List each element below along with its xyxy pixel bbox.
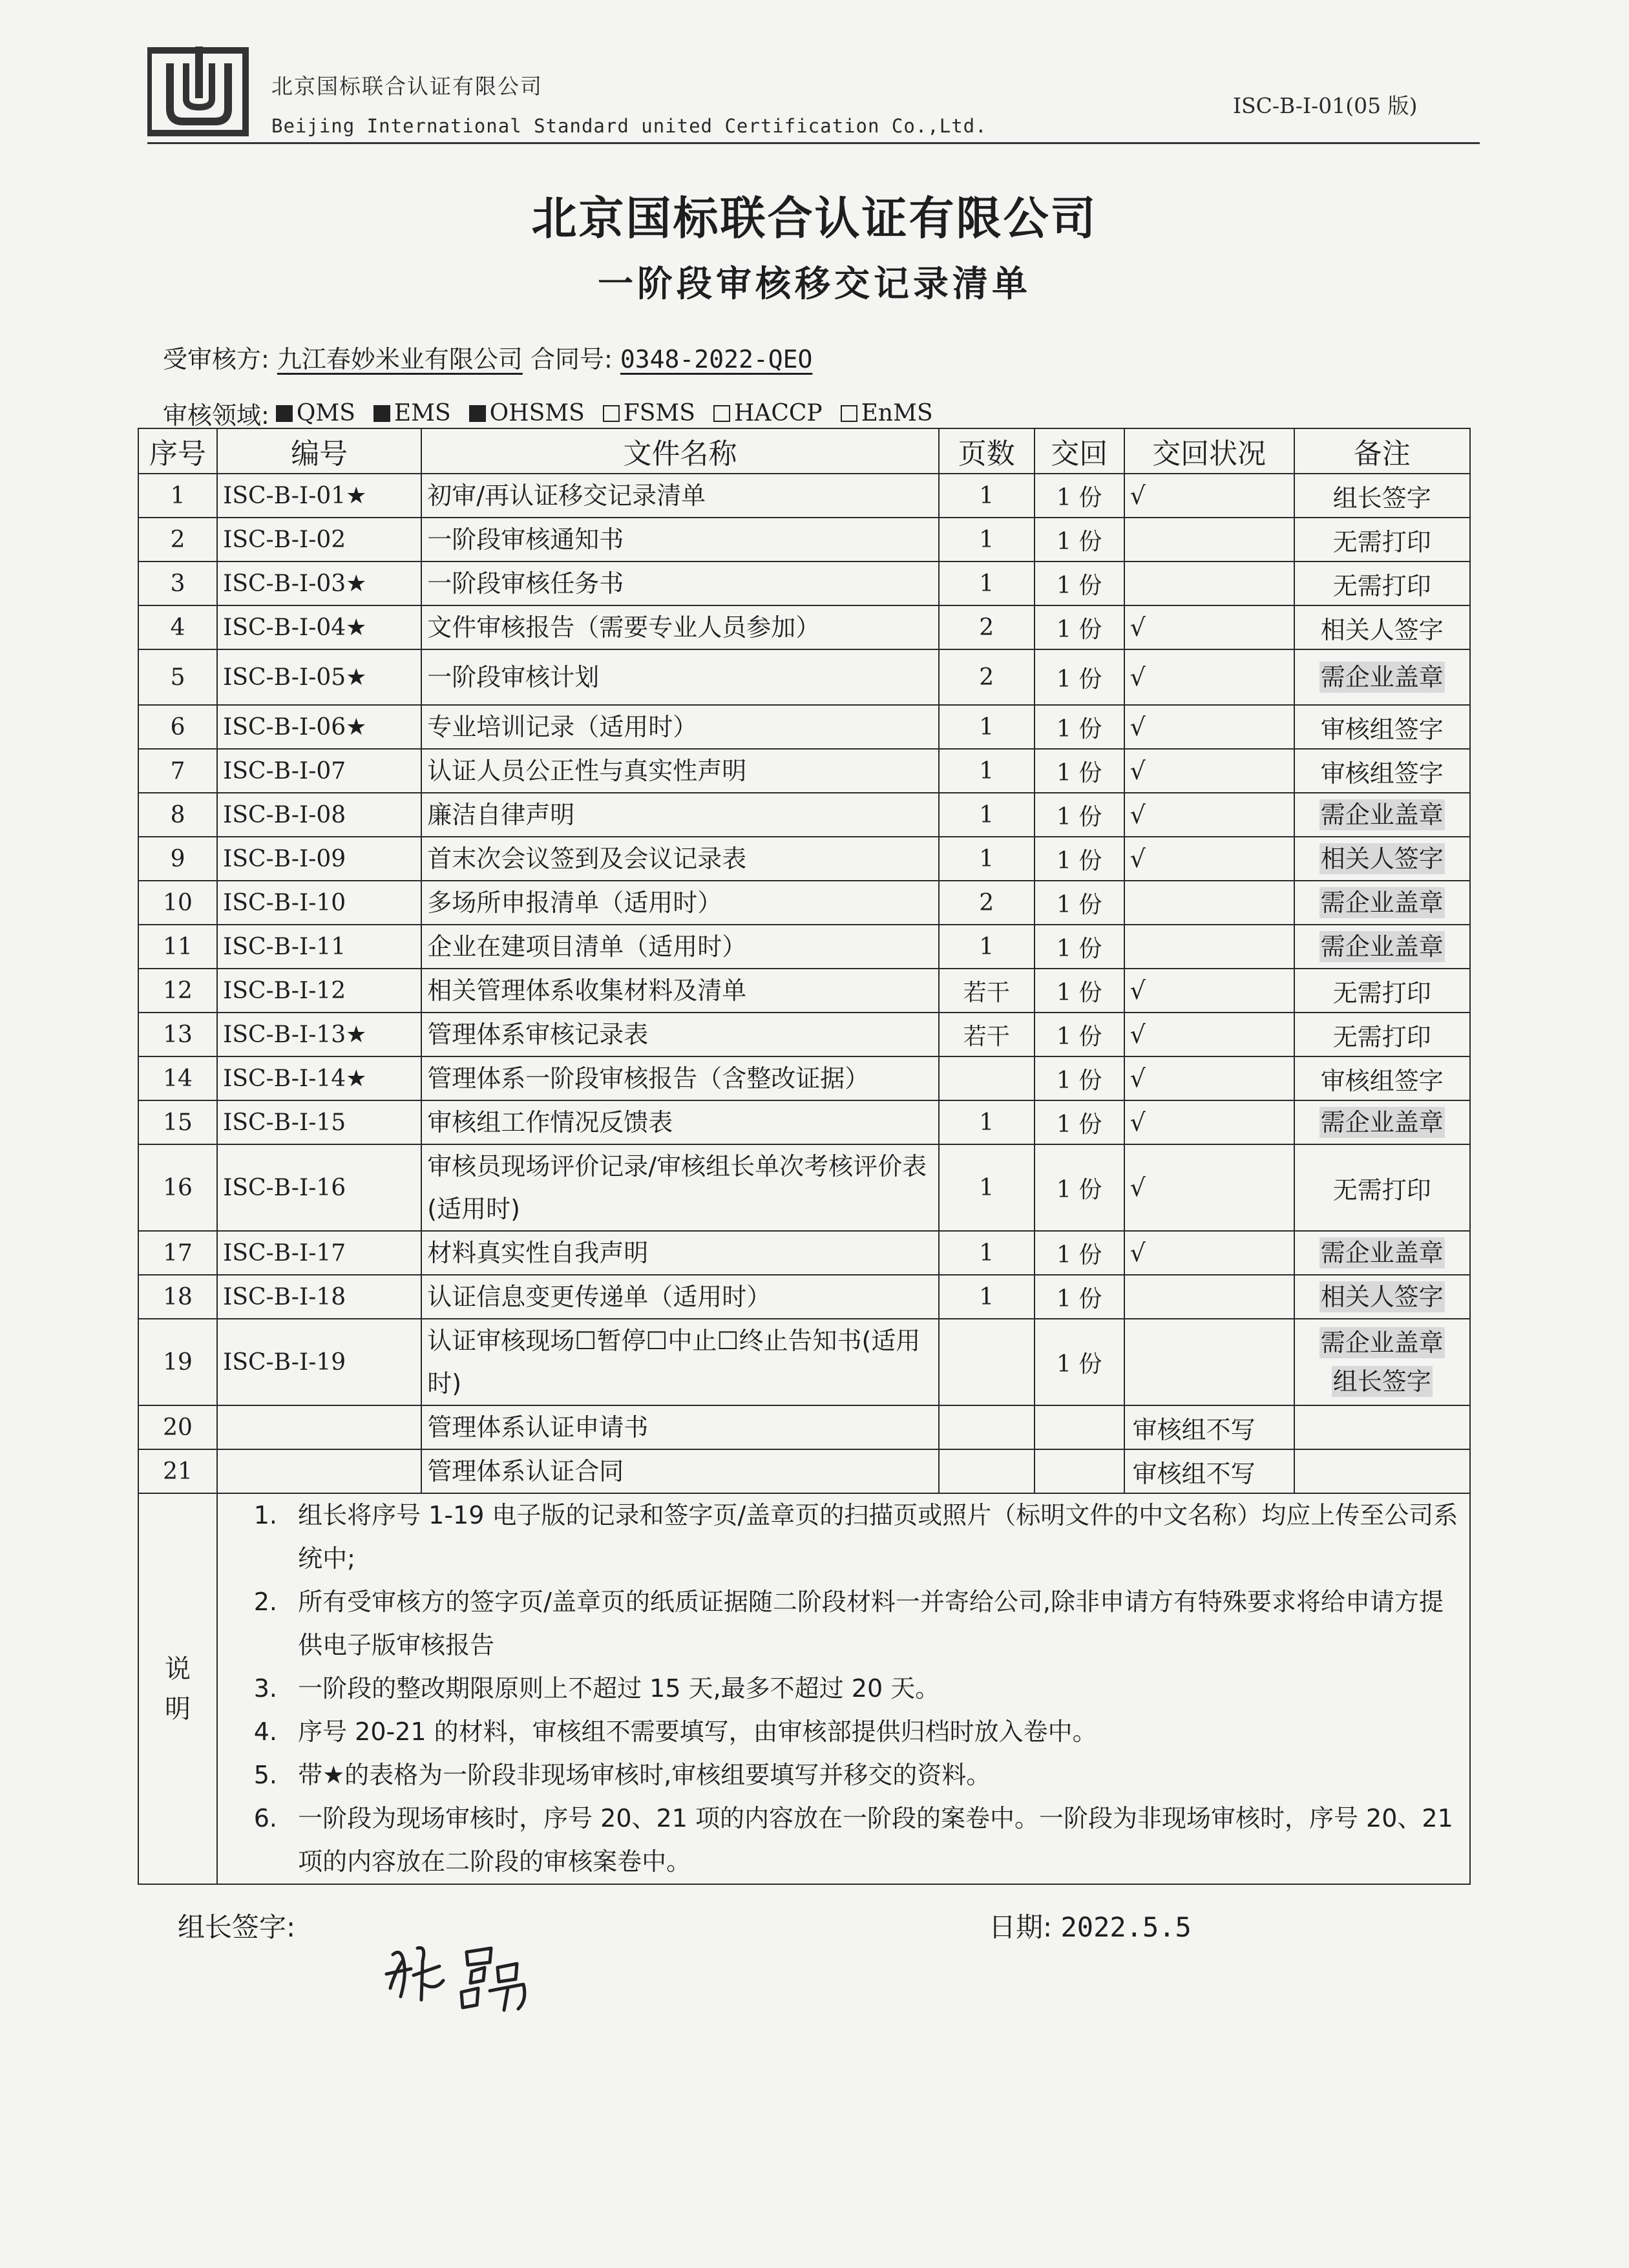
row-code: ISC-B-I-15 — [217, 1100, 421, 1144]
row-number: 6 — [138, 705, 217, 749]
table-row — [138, 474, 1470, 518]
row-return-status: √ — [1124, 1231, 1294, 1275]
row-remark — [1294, 1231, 1470, 1275]
checkbox-checked-icon[interactable] — [276, 405, 293, 422]
row-file-name: 相关管理体系收集材料及清单 — [421, 969, 938, 1013]
remark-text: 需企业盖章 — [1320, 932, 1444, 961]
row-pages: 1 — [939, 749, 1035, 793]
handwritten-signature — [381, 1929, 549, 2019]
row-pages: 1 — [939, 518, 1035, 562]
row-pages: 2 — [939, 881, 1035, 925]
row-pages — [939, 1449, 1035, 1493]
checkbox-empty-icon[interactable] — [713, 405, 730, 422]
row-number: 5 — [138, 649, 217, 705]
row-return-status: √ — [1124, 605, 1294, 649]
company-name-cn: 北京国标联合认证有限公司 — [271, 74, 543, 99]
row-remark — [1294, 1275, 1470, 1319]
row-returned: 1 份 — [1035, 649, 1124, 705]
row-code: ISC-B-I-04★ — [217, 605, 421, 649]
page-subtitle: 一阶段审核移交记录清单 — [597, 263, 1031, 304]
table-row — [138, 1405, 1470, 1449]
row-returned: 1 份 — [1035, 1275, 1124, 1319]
row-return-status: 审核组不写 — [1124, 1449, 1294, 1493]
document-code: ISC-B-I-01(05 版) — [1233, 93, 1418, 118]
row-return-status: √ — [1124, 969, 1294, 1013]
checkbox-checked-icon[interactable] — [373, 405, 390, 422]
row-number: 10 — [138, 881, 217, 925]
row-file-name: 审核员现场评价记录/审核组长单次考核评价表(适用时) — [421, 1144, 938, 1231]
row-returned: 1 份 — [1035, 1231, 1124, 1275]
row-return-status — [1124, 881, 1294, 925]
remark-text: 无需打印 — [1332, 1175, 1431, 1204]
row-remark — [1294, 1100, 1470, 1144]
domain-option-label: QMS — [296, 400, 355, 426]
row-code: ISC-B-I-11 — [217, 925, 421, 969]
row-returned: 1 份 — [1035, 705, 1124, 749]
row-returned: 1 份 — [1035, 1100, 1124, 1144]
row-returned: 1 份 — [1035, 837, 1124, 881]
row-file-name: 认证人员公正性与真实性声明 — [421, 749, 938, 793]
row-pages: 1 — [939, 1100, 1035, 1144]
remark-text: 无需打印 — [1332, 571, 1431, 600]
row-returned: 1 份 — [1035, 562, 1124, 605]
remark-text: 审核组签字 — [1320, 715, 1444, 744]
domain-option-enms[interactable] — [841, 400, 933, 426]
row-return-status: √ — [1124, 705, 1294, 749]
row-return-status: √ — [1124, 1013, 1294, 1056]
domain-option-qms[interactable] — [276, 400, 355, 426]
row-pages — [939, 1405, 1035, 1449]
note-item: 1. 组长将序号 1-19 电子版的记录和签字页/盖章页的扫描页或照片（标明文件的中文名称）均应上传至公司系统中; — [285, 1494, 1464, 1580]
table-row — [138, 793, 1470, 837]
table-row — [138, 518, 1470, 562]
row-remark — [1294, 562, 1470, 605]
row-code — [217, 1405, 421, 1449]
domain-option-ohsms[interactable] — [469, 400, 585, 426]
header-divider — [147, 142, 1480, 144]
header-remark: 备注 — [1294, 428, 1470, 474]
row-pages: 1 — [939, 705, 1035, 749]
remark-text: 审核组签字 — [1320, 1066, 1444, 1095]
domain-option-ems[interactable] — [373, 400, 451, 426]
remark-text: 需企业盖章 — [1320, 1239, 1444, 1267]
row-return-status — [1124, 925, 1294, 969]
domain-option-label: OHSMS — [489, 400, 585, 426]
table-row — [138, 1056, 1470, 1100]
domain-option-label: FSMS — [623, 400, 695, 426]
row-pages: 2 — [939, 605, 1035, 649]
checkbox-checked-icon[interactable] — [469, 405, 486, 422]
notes-cell — [217, 1493, 1470, 1884]
row-file-name: 文件审核报告（需要专业人员参加） — [421, 605, 938, 649]
table-row — [138, 881, 1470, 925]
row-return-status: √ — [1124, 837, 1294, 881]
table-row — [138, 562, 1470, 605]
company-name-en: Beijing International Standard united Certification Co.,Ltd. — [271, 115, 987, 137]
row-returned: 1 份 — [1035, 881, 1124, 925]
remark-text: 需企业盖章 — [1320, 801, 1444, 829]
row-pages — [939, 1319, 1035, 1405]
row-file-name: 一阶段审核任务书 — [421, 562, 938, 605]
row-pages: 1 — [939, 925, 1035, 969]
note-item: 3. 一阶段的整改期限原则上不超过 15 天,最多不超过 20 天。 — [285, 1667, 1464, 1710]
row-pages: 2 — [939, 649, 1035, 705]
notes-list — [223, 1494, 1464, 1884]
table-row — [138, 705, 1470, 749]
row-remark — [1294, 518, 1470, 562]
row-number: 1 — [138, 474, 217, 518]
row-pages: 若干 — [939, 1013, 1035, 1056]
domain-option-haccp[interactable] — [713, 400, 823, 426]
row-file-name: 企业在建项目清单（适用时） — [421, 925, 938, 969]
checkbox-empty-icon[interactable] — [841, 405, 857, 422]
row-code: ISC-B-I-14★ — [217, 1056, 421, 1100]
row-remark — [1294, 1144, 1470, 1231]
row-code: ISC-B-I-07 — [217, 749, 421, 793]
remark-text: 组长签字 — [1332, 483, 1431, 512]
row-code: ISC-B-I-17 — [217, 1231, 421, 1275]
notes-label-char: 说 — [165, 1654, 191, 1684]
contract-value: 0348-2022-QEO — [620, 345, 813, 373]
row-number: 16 — [138, 1144, 217, 1231]
row-number: 15 — [138, 1100, 217, 1144]
row-code: ISC-B-I-13★ — [217, 1013, 421, 1056]
row-return-status — [1124, 518, 1294, 562]
row-remark — [1294, 474, 1470, 518]
remark-text: 相关人签字 — [1320, 1283, 1444, 1311]
audit-domain-options — [269, 400, 933, 426]
row-code: ISC-B-I-05★ — [217, 649, 421, 705]
checkbox-empty-icon[interactable] — [603, 405, 620, 422]
row-code: ISC-B-I-08 — [217, 793, 421, 837]
remark-text: 审核组签字 — [1320, 759, 1444, 788]
domain-option-label: HACCP — [733, 400, 823, 426]
row-returned — [1035, 1405, 1124, 1449]
row-return-status — [1124, 1275, 1294, 1319]
row-returned — [1035, 1449, 1124, 1493]
table-row — [138, 837, 1470, 881]
remark-text-2: 组长签字 — [1332, 1367, 1431, 1396]
row-number: 2 — [138, 518, 217, 562]
row-file-name: 材料真实性自我声明 — [421, 1231, 938, 1275]
row-file-name: 管理体系认证合同 — [421, 1449, 938, 1493]
domain-option-fsms[interactable] — [603, 400, 695, 426]
row-number: 4 — [138, 605, 217, 649]
row-file-name: 管理体系一阶段审核报告（含整改证据） — [421, 1056, 938, 1100]
contract-label: 合同号: — [531, 345, 613, 373]
row-return-status: √ — [1124, 1144, 1294, 1231]
row-code: ISC-B-I-01★ — [217, 474, 421, 518]
row-remark — [1294, 649, 1470, 705]
table-row — [138, 1144, 1470, 1231]
row-code: ISC-B-I-18 — [217, 1275, 421, 1319]
header-code: 编号 — [217, 428, 421, 474]
row-number: 8 — [138, 793, 217, 837]
header-returned: 交回 — [1035, 428, 1124, 474]
row-returned: 1 份 — [1035, 925, 1124, 969]
row-returned: 1 份 — [1035, 474, 1124, 518]
remark-text: 无需打印 — [1332, 527, 1431, 556]
row-pages: 1 — [939, 793, 1035, 837]
row-remark — [1294, 1319, 1470, 1405]
row-remark — [1294, 793, 1470, 837]
table-row — [138, 1100, 1470, 1144]
table-row — [138, 1275, 1470, 1319]
row-file-name: 廉洁自律声明 — [421, 793, 938, 837]
domain-option-label: EnMS — [861, 400, 933, 426]
remark-text: 需企业盖章 — [1320, 888, 1444, 917]
row-remark — [1294, 925, 1470, 969]
row-return-status: √ — [1124, 649, 1294, 705]
row-number: 14 — [138, 1056, 217, 1100]
notes-label — [138, 1493, 217, 1884]
table-row — [138, 605, 1470, 649]
remark-text: 需企业盖章 — [1320, 1328, 1444, 1357]
row-code: ISC-B-I-02 — [217, 518, 421, 562]
note-item: 5. 带★的表格为一阶段非现场审核时,审核组要填写并移交的资料。 — [285, 1754, 1464, 1797]
row-remark — [1294, 605, 1470, 649]
audit-domain-label: 审核领域: — [163, 401, 269, 430]
note-item: 2. 所有受审核方的签字页/盖章页的纸质证据随二阶段材料一并寄给公司,除非申请方有特殊要求将给申请方提供电子版审核报告 — [285, 1580, 1464, 1667]
row-number: 20 — [138, 1405, 217, 1449]
row-return-status — [1124, 1319, 1294, 1405]
row-number: 12 — [138, 969, 217, 1013]
row-returned: 1 份 — [1035, 793, 1124, 837]
handover-table — [138, 428, 1471, 1885]
row-pages: 1 — [939, 1275, 1035, 1319]
table-row — [138, 1449, 1470, 1493]
remark-text: 相关人签字 — [1320, 845, 1444, 873]
row-number: 17 — [138, 1231, 217, 1275]
row-return-status: √ — [1124, 749, 1294, 793]
table-row — [138, 649, 1470, 705]
row-returned: 1 份 — [1035, 605, 1124, 649]
row-returned: 1 份 — [1035, 749, 1124, 793]
row-file-name: 管理体系审核记录表 — [421, 1013, 938, 1056]
row-return-status: 审核组不写 — [1124, 1405, 1294, 1449]
row-file-name: 多场所申报清单（适用时） — [421, 881, 938, 925]
row-returned: 1 份 — [1035, 1013, 1124, 1056]
row-pages — [939, 1056, 1035, 1100]
header-no: 序号 — [138, 428, 217, 474]
row-remark — [1294, 969, 1470, 1013]
page-title: 北京国标联合认证有限公司 — [531, 192, 1098, 245]
row-code: ISC-B-I-10 — [217, 881, 421, 925]
date-value: 2022.5.5 — [1060, 1911, 1192, 1943]
auditee-label: 受审核方: — [163, 345, 269, 373]
row-remark — [1294, 705, 1470, 749]
row-code: ISC-B-I-06★ — [217, 705, 421, 749]
header-return-status: 交回状况 — [1124, 428, 1294, 474]
remark-text: 相关人签字 — [1320, 615, 1444, 644]
row-pages: 1 — [939, 1144, 1035, 1231]
row-return-status: √ — [1124, 1100, 1294, 1144]
row-code: ISC-B-I-16 — [217, 1144, 421, 1231]
row-number: 21 — [138, 1449, 217, 1493]
row-file-name: 专业培训记录（适用时） — [421, 705, 938, 749]
auditee-line — [163, 339, 812, 375]
auditee-value: 九江春妙米业有限公司 — [277, 345, 523, 373]
row-file-name: 首末次会议签到及会议记录表 — [421, 837, 938, 881]
row-number: 18 — [138, 1275, 217, 1319]
header-pages: 页数 — [939, 428, 1035, 474]
row-code: ISC-B-I-09 — [217, 837, 421, 881]
table-row — [138, 1319, 1470, 1405]
table-header-row — [138, 428, 1470, 474]
row-number: 3 — [138, 562, 217, 605]
row-code: ISC-B-I-03★ — [217, 562, 421, 605]
row-number: 9 — [138, 837, 217, 881]
signature-label: 组长签字: — [178, 1911, 296, 1943]
row-pages: 1 — [939, 837, 1035, 881]
domain-option-label: EMS — [394, 400, 451, 426]
header-file-name: 文件名称 — [421, 428, 938, 474]
row-remark — [1294, 749, 1470, 793]
row-code — [217, 1449, 421, 1493]
note-item: 4. 序号 20-21 的材料，审核组不需要填写，由审核部提供归档时放入卷中。 — [285, 1710, 1464, 1754]
row-file-name: 认证信息变更传递单（适用时） — [421, 1275, 938, 1319]
row-pages: 1 — [939, 1231, 1035, 1275]
row-remark — [1294, 1056, 1470, 1100]
row-remark — [1294, 1405, 1470, 1449]
audit-domain-line — [163, 395, 933, 431]
date-label: 日期: — [989, 1911, 1053, 1943]
row-number: 19 — [138, 1319, 217, 1405]
row-remark — [1294, 837, 1470, 881]
remark-text: 无需打印 — [1332, 1022, 1431, 1051]
row-return-status — [1124, 562, 1294, 605]
remark-text: 需企业盖章 — [1320, 1108, 1444, 1137]
notes-label-char: 明 — [165, 1694, 191, 1724]
row-returned: 1 份 — [1035, 1319, 1124, 1405]
row-number: 7 — [138, 749, 217, 793]
row-number: 13 — [138, 1013, 217, 1056]
row-file-name: 审核组工作情况反馈表 — [421, 1100, 938, 1144]
row-pages: 若干 — [939, 969, 1035, 1013]
company-logo-icon — [147, 44, 249, 141]
row-number: 11 — [138, 925, 217, 969]
row-remark — [1294, 881, 1470, 925]
row-returned: 1 份 — [1035, 1144, 1124, 1231]
row-remark — [1294, 1449, 1470, 1493]
row-file-name: 一阶段审核通知书 — [421, 518, 938, 562]
table-row — [138, 749, 1470, 793]
table-row — [138, 1231, 1470, 1275]
row-pages: 1 — [939, 562, 1035, 605]
row-return-status: √ — [1124, 474, 1294, 518]
row-return-status: √ — [1124, 1056, 1294, 1100]
notes-row — [138, 1493, 1470, 1884]
row-file-name: 认证审核现场☐暂停☐中止☐终止告知书(适用时) — [421, 1319, 938, 1405]
row-returned: 1 份 — [1035, 1056, 1124, 1100]
remark-text: 无需打印 — [1332, 978, 1431, 1007]
row-returned: 1 份 — [1035, 518, 1124, 562]
row-file-name: 管理体系认证申请书 — [421, 1405, 938, 1449]
row-remark — [1294, 1013, 1470, 1056]
row-file-name: 一阶段审核计划 — [421, 649, 938, 705]
row-code: ISC-B-I-19 — [217, 1319, 421, 1405]
row-pages: 1 — [939, 474, 1035, 518]
note-item: 6. 一阶段为现场审核时，序号 20、21 项的内容放在一阶段的案卷中。一阶段为非现场审核时，序号 20、21 项的内容放在二阶段的审核案卷中。 — [285, 1797, 1464, 1884]
row-file-name: 初审/再认证移交记录清单 — [421, 474, 938, 518]
date-line — [989, 1906, 1192, 1945]
row-return-status: √ — [1124, 793, 1294, 837]
table-body — [138, 474, 1470, 1493]
row-code: ISC-B-I-12 — [217, 969, 421, 1013]
row-returned: 1 份 — [1035, 969, 1124, 1013]
table-row — [138, 969, 1470, 1013]
remark-text: 需企业盖章 — [1320, 663, 1444, 691]
table-row — [138, 925, 1470, 969]
table-row — [138, 1013, 1470, 1056]
